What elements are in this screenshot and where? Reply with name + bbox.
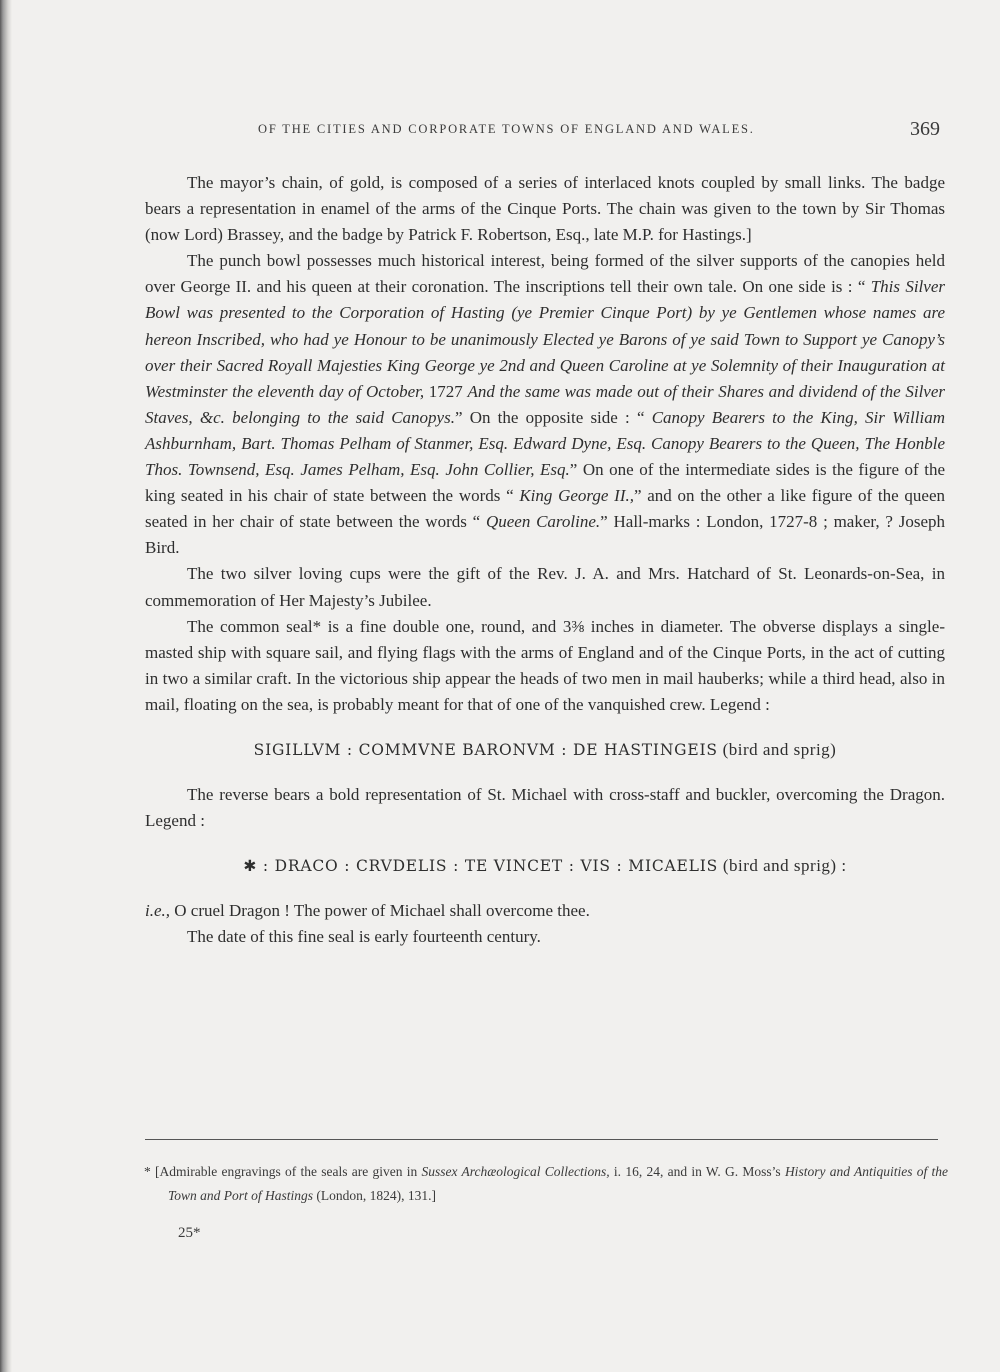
running-head: OF THE CITIES AND CORPORATE TOWNS OF ENGLAND AND WALES. [258,122,755,136]
footnote-part-3: (London, 1824), 131.] [313,1188,437,1203]
footnote-sussex-title: Sussex Archæological Collections, [421,1164,610,1179]
footnote-rule [145,1139,938,1140]
punch-bowl-text-4: ” and on the other a like figure of the queen seated in her chair of state between the words “ [145,486,945,532]
body-text [145,170,945,951]
legend-obverse-text: SIGILLVM : COMMVNE BARONVM : DE HASTINGEIS [253,740,718,759]
paragraph-mayors-chain: The mayor’s chain, of gold, is composed of a series of interlaced knots coupled by small links. The badge bears a representation in enamel of the arms of the Cinque Ports. The chain was given to the town by Sir Thomas (now Lord) Brassey, and the badge by Patrick F. Robertson, Esq., late M.P. for Hastings.] [145,173,945,245]
ie-abbrev: i.e., [145,901,171,921]
footnote [144,1160,948,1208]
footnote-part-1: * [Admirable engravings of the seals are given in [144,1164,422,1179]
seal-legend-obverse [145,737,945,763]
paragraph-seal-date: The date of this fine seal is early fourteenth century. [187,927,541,947]
inscription-opposite-side: Canopy Bearers to the King, Sir William Ashburnham, Bart. Thomas Pelham of Stanmer, Esq. Edward Dyne, Esq. Canopy Bearers to the Queen, The Honble Thos. Townsend, Esq. James Pelham, Esq. John Collier, Esq. [145,407,945,480]
punch-bowl-text-3: ” On one of the intermediate sides is the figure of the king seated in his chair of state between the words “ [145,460,945,506]
words-king: King George II., [519,486,634,506]
paragraph-loving-cups: The two silver loving cups were the gift of the Rev. J. A. and Mrs. Hatchard of St. Leonards-on-Sea, in commemoration of Her Majesty’s Jubilee. [145,564,945,610]
paragraph-punch-bowl [145,248,945,561]
paragraph-reverse: The reverse bears a bold representation of St. Michael with cross-staff and buckler, overcoming the Dragon. Legend : [145,785,945,831]
paragraph-translation [145,898,945,924]
page-number: 369 [910,118,940,140]
page-header [0,118,1000,148]
punch-bowl-text-2: ” On the opposite side : “ [454,407,652,427]
seal-legend-reverse [145,853,945,879]
footnote-part-2: i. 16, 24, and in W. G. Moss’s [609,1164,785,1179]
signature-mark: 25* [178,1225,201,1241]
hall-marks: ” Hall-marks : London, 1727-8 ; maker, ? Joseph Bird. [145,512,945,558]
words-queen: Queen Caroline. [485,512,601,532]
page-binding-edge [0,0,12,1372]
inscription-year: 1727 [424,381,468,401]
legend-reverse-note: (bird and sprig) : [718,856,847,876]
footnote-moss-title: History and Antiquities of the Town and Port of Hastings [168,1164,948,1203]
paragraph-common-seal: The common seal* is a fine double one, round, and 3⅜ inches in diameter. The obverse displays a single-masted ship with square sail, and flying flags with the arms of England and of the Cinque Ports, in the act of cutting in two a similar craft. In the victorious ship appear the heads of two men in mail hauberks; while a third head, also in mail, floating on the sea, is probably meant for that of one of the vanquished crew. Legend : [145,616,945,714]
legend-reverse-text: ✱ : DRACO : CRVDELIS : TE VINCET : VIS : MICAELIS [243,857,719,876]
translation-text: O cruel Dragon ! The power of Michael shall overcome thee. [170,901,590,921]
punch-bowl-text-1: The punch bowl possesses much historical interest, being formed of the silver supports of the canopies held over George II. and his queen at their coronation. The inscriptions tell their own tale. On one side is : “ [145,251,945,297]
inscription-side-one-cont: And the same was made out of their Shares and dividend of the Silver Staves, &c. belonging to the said Canopys. [145,381,946,427]
inscription-side-one: This Silver Bowl was presented to the Corporation of Hasting (ye Premier Cinque Port) by ye Gentlemen whose names are hereon Inscribed, who had ye Honour to be unanimously Elected ye Barons of ye said Town to Support ye Canopy’s over their Sacred Royall Majesties King George ye 2nd and Queen Caroline at ye Solemnity of their Inauguration at Westminster the eleventh day of October, [145,277,945,401]
footnote-text [144,1160,948,1208]
legend-obverse-note: (bird and sprig) [717,739,837,759]
